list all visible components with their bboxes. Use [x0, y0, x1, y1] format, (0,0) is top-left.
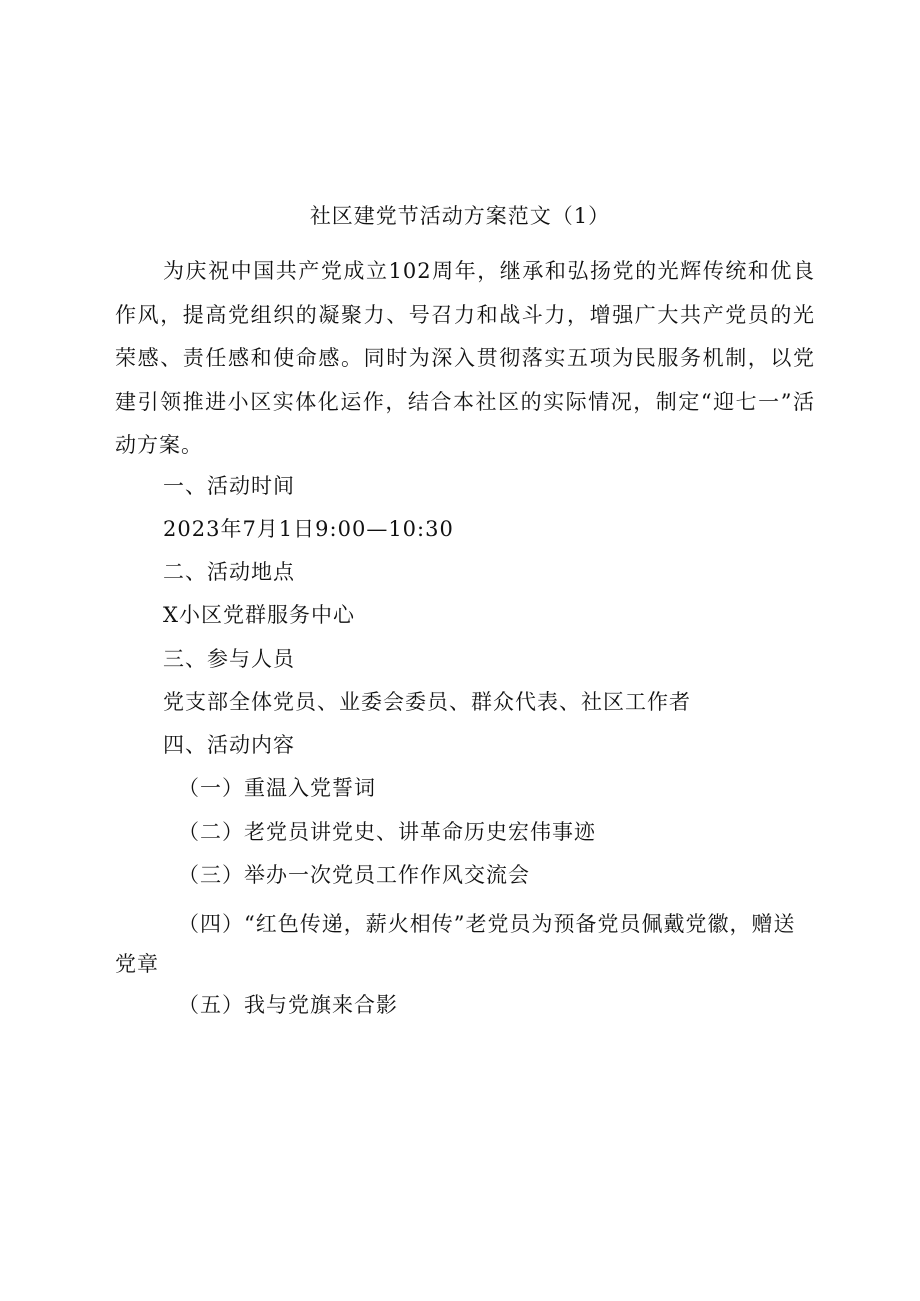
- content-item-2: （二）老党员讲党史、讲革命历史宏伟事迹: [178, 820, 596, 844]
- document-title: 社区建党节活动方案范文（1）: [309, 204, 611, 228]
- intro-paragraph: 为庆祝中国共产党成立102周年，继承和弘扬党的光辉传统和优良作风，提高党组织的凝聚力、号召力和战斗力，增强广大共产党员的光荣感、责任感和使命感。同时为深入贯彻落实五项为民服务机制，以党建引领推进小区实体化运作，结合本社区的实际情况，制定“迎七一”活动方案。: [115, 259, 815, 457]
- section-place-value: X小区党群服务中心: [163, 603, 355, 627]
- content-item-4: （四）“红色传递，薪火相传”老党员为预备党员佩戴党徽，赠送党章: [115, 912, 796, 976]
- section-content-heading: 四、活动内容: [163, 733, 295, 757]
- section-people-heading: 三、参与人员: [163, 647, 295, 671]
- content-item-5: （五）我与党旗来合影: [178, 993, 398, 1017]
- content-item-3: （三）举办一次党员工作作风交流会: [178, 863, 530, 887]
- section-time-value: 2023年7月1日9:00—10:30: [163, 517, 454, 541]
- content-item-1: （一）重温入党誓词: [178, 776, 376, 800]
- section-place-heading: 二、活动地点: [163, 560, 295, 584]
- section-time-heading: 一、活动时间: [163, 474, 295, 498]
- section-people-value: 党支部全体党员、业委会委员、群众代表、社区工作者: [163, 690, 691, 714]
